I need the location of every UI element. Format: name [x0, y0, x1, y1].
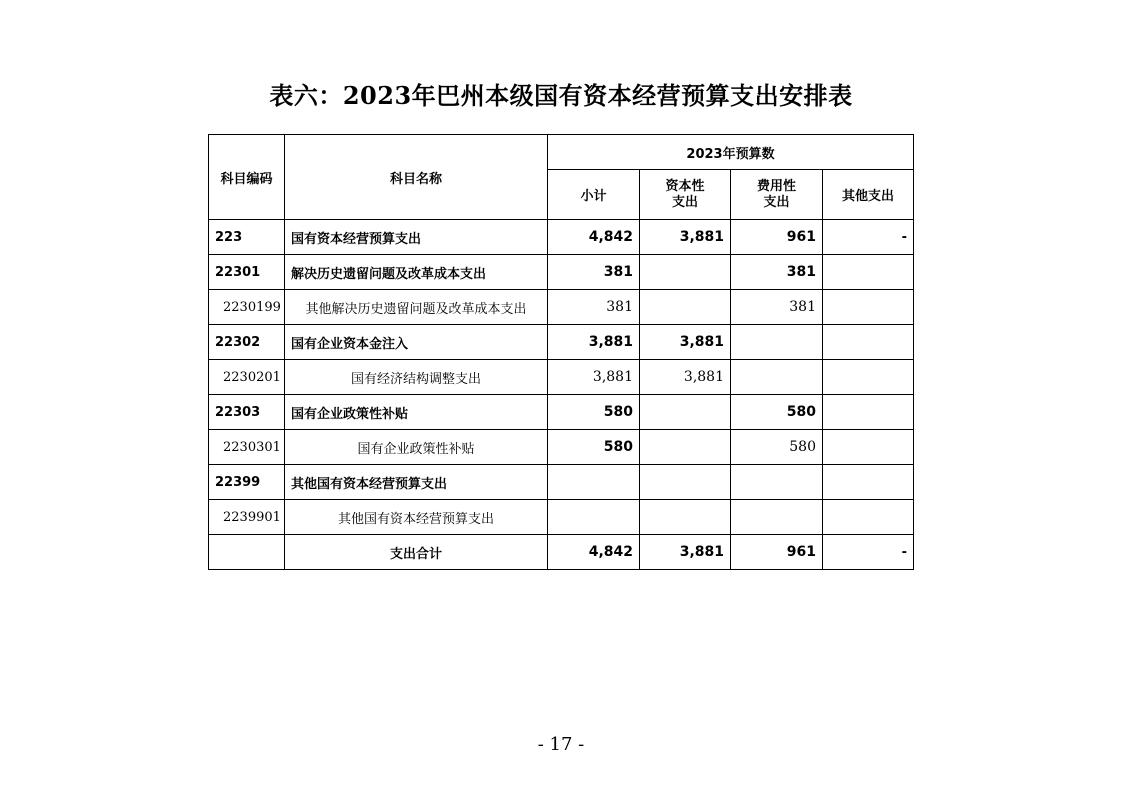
header-code: 科目编码 [209, 135, 285, 220]
row-other [823, 360, 914, 395]
page-title: 表六：2023年巴州本级国有资本经营预算支出安排表 [269, 81, 853, 110]
header-subtotal: 小计 [548, 170, 640, 220]
row-expense: 961 [731, 220, 823, 255]
row-capital: 3,881 [640, 360, 731, 395]
header-capital [640, 170, 731, 220]
total-code [209, 535, 285, 570]
header-capital-line2: 支出 [671, 194, 698, 210]
row-expense [731, 325, 823, 360]
row-capital [640, 500, 731, 535]
row-capital [640, 290, 731, 325]
table-row [209, 255, 914, 290]
page-number: - 17 - [537, 734, 585, 755]
row-subtotal: 580 [548, 395, 640, 430]
row-other [823, 255, 914, 290]
row-subtotal: 3,881 [548, 360, 640, 395]
row-capital [640, 430, 731, 465]
row-capital [640, 255, 731, 290]
budget-table [208, 134, 914, 570]
table-row [209, 220, 914, 255]
row-name: 其他解决历史遗留问题及改革成本支出 [285, 290, 548, 325]
table-row [209, 430, 914, 465]
row-name: 解决历史遗留问题及改革成本支出 [285, 255, 548, 290]
row-subtotal [548, 465, 640, 500]
row-capital [640, 465, 731, 500]
header-expense [731, 170, 823, 220]
row-other [823, 325, 914, 360]
row-name: 国有资本经营预算支出 [285, 220, 548, 255]
row-other [823, 290, 914, 325]
table-row [209, 465, 914, 500]
row-expense: 580 [731, 430, 823, 465]
row-code: 22302 [209, 325, 285, 360]
row-subtotal: 381 [548, 255, 640, 290]
row-code: 223 [209, 220, 285, 255]
header-other: 其他支出 [823, 170, 914, 220]
row-capital: 3,881 [640, 220, 731, 255]
row-capital [640, 395, 731, 430]
row-other [823, 500, 914, 535]
row-other [823, 395, 914, 430]
header-budget-group: 2023年预算数 [548, 135, 914, 170]
row-name: 其他国有资本经营预算支出 [285, 465, 548, 500]
table-row [209, 325, 914, 360]
row-code: 22399 [209, 465, 285, 500]
row-expense [731, 360, 823, 395]
row-expense: 381 [731, 255, 823, 290]
row-subtotal: 381 [548, 290, 640, 325]
row-code: 2230301 [209, 430, 285, 465]
row-expense [731, 500, 823, 535]
header-capital-line1: 资本性 [665, 178, 705, 194]
row-expense: 580 [731, 395, 823, 430]
header-row [209, 135, 914, 170]
header-expense-line2: 支出 [763, 194, 790, 210]
row-code: 22303 [209, 395, 285, 430]
row-code: 2230201 [209, 360, 285, 395]
table-row [209, 500, 914, 535]
row-subtotal: 580 [548, 430, 640, 465]
table-row [209, 395, 914, 430]
row-code: 2239901 [209, 500, 285, 535]
row-expense: 381 [731, 290, 823, 325]
table-row [209, 360, 914, 395]
row-other: - [823, 220, 914, 255]
row-name: 国有经济结构调整支出 [285, 360, 548, 395]
total-other: - [823, 535, 914, 570]
row-other [823, 465, 914, 500]
row-name: 国有企业资本金注入 [285, 325, 548, 360]
row-expense [731, 465, 823, 500]
row-code: 2230199 [209, 290, 285, 325]
row-capital: 3,881 [640, 325, 731, 360]
row-other [823, 430, 914, 465]
total-row [209, 535, 914, 570]
header-expense-line1: 费用性 [756, 178, 796, 194]
row-name: 国有企业政策性补贴 [285, 430, 548, 465]
row-subtotal: 4,842 [548, 220, 640, 255]
total-expense: 961 [731, 535, 823, 570]
table-row [209, 290, 914, 325]
row-subtotal [548, 500, 640, 535]
row-code: 22301 [209, 255, 285, 290]
total-capital: 3,881 [640, 535, 731, 570]
row-name: 国有企业政策性补贴 [285, 395, 548, 430]
total-name: 支出合计 [285, 535, 548, 570]
total-subtotal: 4,842 [548, 535, 640, 570]
row-name: 其他国有资本经营预算支出 [285, 500, 548, 535]
row-subtotal: 3,881 [548, 325, 640, 360]
header-name: 科目名称 [285, 135, 548, 220]
